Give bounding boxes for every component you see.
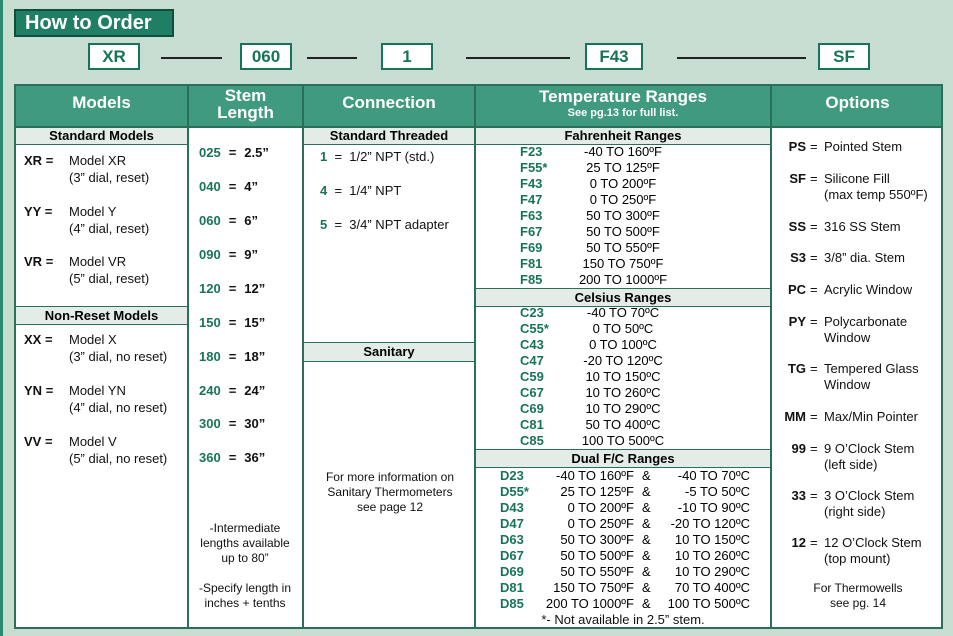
dual-row [476,500,770,516]
option-code [778,441,806,456]
model-desc: (3” dial, reset) [69,170,150,185]
stem-code: 090 [199,247,221,262]
stem-code: 300 [199,416,221,431]
nonreset-models-label: Non-Reset Models [16,307,187,324]
model-code: XR = [24,153,54,168]
dual-celsius: 100 TO 500ºC [667,596,750,611]
dual-ampersand: & [642,548,651,563]
model-name: Model X [69,332,117,347]
option-code [778,171,806,186]
order-code-dash [677,57,806,59]
range-code: F67 [520,224,543,239]
dual-fahrenheit: 0 TO 200ºF [567,500,634,515]
range-code: C23 [520,305,544,320]
dual-fahrenheit: 50 TO 500ºF [560,548,634,563]
order-code-range: F43 [585,43,643,70]
stem-equals: = [228,416,237,431]
dual-celsius: 10 TO 260ºC [674,548,750,563]
range-row [476,192,770,208]
stem-equals: = [228,383,237,398]
stem-row [199,349,265,364]
stem-row [199,247,258,262]
dual-row [476,580,770,596]
header-connection: Connection [304,86,474,126]
option-equals: = [810,314,818,329]
option-code-text: PY [788,314,806,329]
option-code [778,488,806,503]
order-code-connection: 1 [381,43,433,70]
model-code: YY = [24,204,53,219]
connection-row: 1 = 1/2” NPT (std.) [320,149,435,164]
option-label-sub: Window [824,330,871,345]
range-value: 10 TO 260ºC [585,385,661,400]
option-label: 12 O’Clock Stem [824,535,922,550]
option-equals: = [810,250,818,265]
dual-code: D43 [500,500,524,515]
model-code: VR = [24,254,54,269]
range-code: C67 [520,385,544,400]
model-code: XX = [24,332,53,347]
option-equals: = [810,441,818,456]
temperature-note: See pg.13 for full list. [567,107,679,119]
option-equals: = [810,282,818,297]
dual-row [476,548,770,564]
dual-code: D23 [500,468,524,483]
order-code-dash [307,57,357,59]
option-code-text: S3 [790,250,806,265]
range-value: 50 TO 400ºC [585,417,661,432]
stem-row [199,145,269,160]
range-row [476,321,770,337]
option-label: Tempered Glass [824,361,919,376]
model-desc: (3” dial, no reset) [69,349,168,364]
stem-code: 040 [199,179,221,194]
range-value: 50 TO 300ºF [586,208,660,223]
option-label: Silicone Fill [824,171,890,186]
dual-row [476,532,770,548]
range-row [476,369,770,385]
stem-row [199,315,265,330]
stem-length: 2.5” [244,145,269,160]
stem-length: 9” [244,247,259,262]
model-desc: (4” dial, reset) [69,221,150,236]
option-label-sub: (right side) [824,504,886,519]
option-label-sub: (max temp 550ºF) [824,187,928,202]
stem-row [199,179,258,194]
stem-code: 360 [199,450,221,465]
range-row [476,337,770,353]
model-name: Model VR [69,254,127,269]
stem-row [199,281,265,296]
stem-length: 24” [244,383,266,398]
option-label: Max/Min Pointer [824,409,918,424]
option-label: 9 O’Clock Stem [824,441,915,456]
dual-label: Dual F/C Ranges [476,450,770,467]
dual-fahrenheit: 50 TO 300ºF [560,532,634,547]
option-code [778,361,806,376]
model-code: YN = [24,383,54,398]
range-code: F43 [520,176,543,191]
option-code-text: PS [788,139,806,154]
dual-ampersand: & [642,596,651,611]
dual-code: D63 [500,532,524,547]
header-stem-length: Stem Length [189,86,302,126]
stem-note-tenths: -Specify length in inches + tenths [198,581,292,610]
connection-row: 4 = 1/4” NPT [320,183,402,198]
range-code: F63 [520,208,543,223]
dual-ampersand: & [642,484,651,499]
dual-code: D85 [500,596,524,611]
dual-celsius: 70 TO 400ºC [674,580,750,595]
column-divider [187,86,189,629]
range-value: 0 TO 100ºC [589,337,657,352]
range-code: C69 [520,401,544,416]
threaded-label: Standard Threaded [304,128,474,144]
dual-celsius: -10 TO 90ºC [677,500,750,515]
stem-equals: = [228,315,237,330]
dual-row [476,564,770,580]
stem-equals: = [228,145,237,160]
range-code: C55* [520,321,549,336]
dual-row [476,596,770,612]
order-code-dash [466,57,570,59]
temperature-footnote: *- Not available in 2.5” stem. [541,612,705,627]
dual-celsius: 10 TO 290ºC [674,564,750,579]
stem-code: 180 [199,349,221,364]
model-name: Model XR [69,153,127,168]
stem-note-intermediate: -Intermediate lengths available up to 80” [200,521,290,565]
dual-ampersand: & [642,500,651,515]
header-temperature: Temperature Ranges See pg.13 for full list. [476,86,770,126]
dual-celsius: -5 TO 50ºC [685,484,750,499]
stem-length: 36” [244,450,266,465]
stem-length: 12” [244,281,266,296]
option-label: Acrylic Window [824,282,913,297]
range-code: F47 [520,192,543,207]
dual-code: D69 [500,564,524,579]
range-row [476,385,770,401]
option-equals: = [810,535,818,550]
standard-models-label: Standard Models [16,128,187,144]
range-value: -40 TO 70ºC [586,305,660,320]
option-label-sub: (left side) [824,457,878,472]
range-row [476,176,770,192]
dual-ampersand: & [642,580,651,595]
stem-equals: = [228,213,237,228]
option-code [778,282,806,297]
range-row [476,144,770,160]
range-code: F69 [520,240,543,255]
dual-code: D67 [500,548,524,563]
model-name: Model V [69,434,117,449]
stem-length: 18” [244,349,266,364]
range-row [476,208,770,224]
connection-row: 5 = 3/4” NPT adapter [320,217,449,232]
dual-celsius: -20 TO 120ºC [670,516,750,531]
option-equals: = [810,219,818,234]
range-code: C47 [520,353,544,368]
range-row [476,256,770,272]
model-name: Model YN [69,383,126,398]
dual-celsius: -40 TO 70ºC [677,468,750,483]
range-row [476,160,770,176]
dual-fahrenheit: 0 TO 250ºF [567,516,634,531]
dual-ampersand: & [642,564,651,579]
row-divider [304,361,474,362]
order-table [14,84,943,629]
header-models: Models [16,86,187,126]
option-label: 3/8” dia. Stem [824,250,905,265]
stem-equals: = [228,450,237,465]
range-code: C59 [520,369,544,384]
option-label-sub: Window [824,377,871,392]
stem-code: 120 [199,281,221,296]
stem-length: 30” [244,416,266,431]
stem-row [199,213,258,228]
stem-code: 240 [199,383,221,398]
range-code: F85 [520,272,543,287]
dual-fahrenheit: 150 TO 750ºF [553,580,634,595]
range-value: 25 TO 125ºF [586,160,660,175]
range-row [476,401,770,417]
stem-length: 4” [244,179,259,194]
dual-celsius: 10 TO 150ºC [674,532,750,547]
range-row [476,240,770,256]
order-code-dash [161,57,222,59]
range-value: 0 TO 50ºC [592,321,654,336]
range-code: F81 [520,256,543,271]
range-code: C81 [520,417,544,432]
option-code-text: 33 [791,488,806,503]
dual-ampersand: & [642,532,651,547]
range-value: 150 TO 750ºF [582,256,664,271]
option-equals: = [810,488,818,503]
dual-row [476,516,770,532]
row-divider [16,144,187,145]
stem-length: 15” [244,315,266,330]
range-value: 50 TO 500ºF [586,224,660,239]
option-code-text: SS [788,219,806,234]
option-code [778,314,806,329]
dual-fahrenheit: 200 TO 1000ºF [545,596,634,611]
range-code: C85 [520,433,544,448]
range-value: 100 TO 500ºC [581,433,665,448]
stem-equals: = [228,349,237,364]
range-code: F23 [520,144,543,159]
order-code-stem: 060 [240,43,292,70]
model-desc: (4” dial, no reset) [69,400,168,415]
dual-ampersand: & [642,516,651,531]
dual-ampersand: & [642,468,651,483]
order-code-option: SF [818,43,870,70]
option-code-text: 99 [791,441,806,456]
stem-code: 025 [199,145,221,160]
header-options: Options [772,86,943,126]
model-desc: (5” dial, reset) [69,271,150,286]
range-row [476,272,770,288]
option-code [778,219,806,234]
option-label: Polycarbonate [824,314,908,329]
stem-row [199,450,265,465]
model-code: VV = [24,434,53,449]
option-equals: = [810,361,818,376]
option-equals: = [810,171,818,186]
stem-equals: = [228,247,237,262]
range-value: 10 TO 150ºC [585,369,661,384]
dual-code: D55* [500,484,529,499]
range-value: -40 TO 160ºF [584,144,662,159]
stem-code: 150 [199,315,221,330]
dual-code: D47 [500,516,524,531]
range-value: 50 TO 550ºF [586,240,660,255]
stem-row [199,416,265,431]
range-row [476,305,770,321]
options-note: For Thermowells see pg. 14 [813,581,903,610]
range-row [476,353,770,369]
option-label: 3 O’Clock Stem [824,488,915,503]
option-equals: = [810,409,818,424]
range-row [476,417,770,433]
range-value: 200 TO 1000ºF [578,272,668,287]
sanitary-label: Sanitary [304,343,474,361]
dual-fahrenheit: -40 TO 160ºF [556,468,634,483]
dual-fahrenheit: 25 TO 125ºF [560,484,634,499]
option-code [778,409,806,424]
model-desc: (5” dial, no reset) [69,451,168,466]
option-equals: = [810,139,818,154]
stem-row [199,383,265,398]
stem-equals: = [228,179,237,194]
dual-code: D81 [500,580,524,595]
range-value: -20 TO 120ºC [583,353,663,368]
range-value: 10 TO 290ºC [585,401,661,416]
option-code-text: MM [784,409,806,424]
option-label: 316 SS Stem [824,219,901,234]
dual-row [476,484,770,500]
sanitary-note: For more information on Sanitary Thermometers see page 12 [325,470,455,514]
option-label-sub: (top mount) [824,551,891,566]
dual-fahrenheit: 50 TO 550ºF [560,564,634,579]
fahrenheit-label: Fahrenheit Ranges [476,128,770,144]
celsius-label: Celsius Ranges [476,289,770,306]
option-code-text: TG [787,361,806,376]
range-value: 0 TO 250ºF [589,192,657,207]
option-code [778,250,806,265]
row-divider [16,324,187,325]
page-title: How to Order [14,9,174,37]
option-code-text: PC [787,282,806,297]
range-code: C43 [520,337,544,352]
range-value: 0 TO 200ºF [589,176,657,191]
stem-length: 6” [244,213,259,228]
stem-code: 060 [199,213,221,228]
left-accent-bar [0,0,3,636]
option-code [778,535,806,550]
range-row [476,224,770,240]
range-row [476,433,770,449]
option-code-text: 12 [791,535,806,550]
option-code-text: SF [789,171,806,186]
order-code-model: XR [88,43,140,70]
stem-equals: = [228,281,237,296]
column-divider [770,86,772,629]
model-name: Model Y [69,204,117,219]
option-code [778,139,806,154]
option-label: Pointed Stem [824,139,903,154]
dual-row [476,468,770,484]
range-code: F55* [520,160,548,175]
row-divider [304,144,474,145]
